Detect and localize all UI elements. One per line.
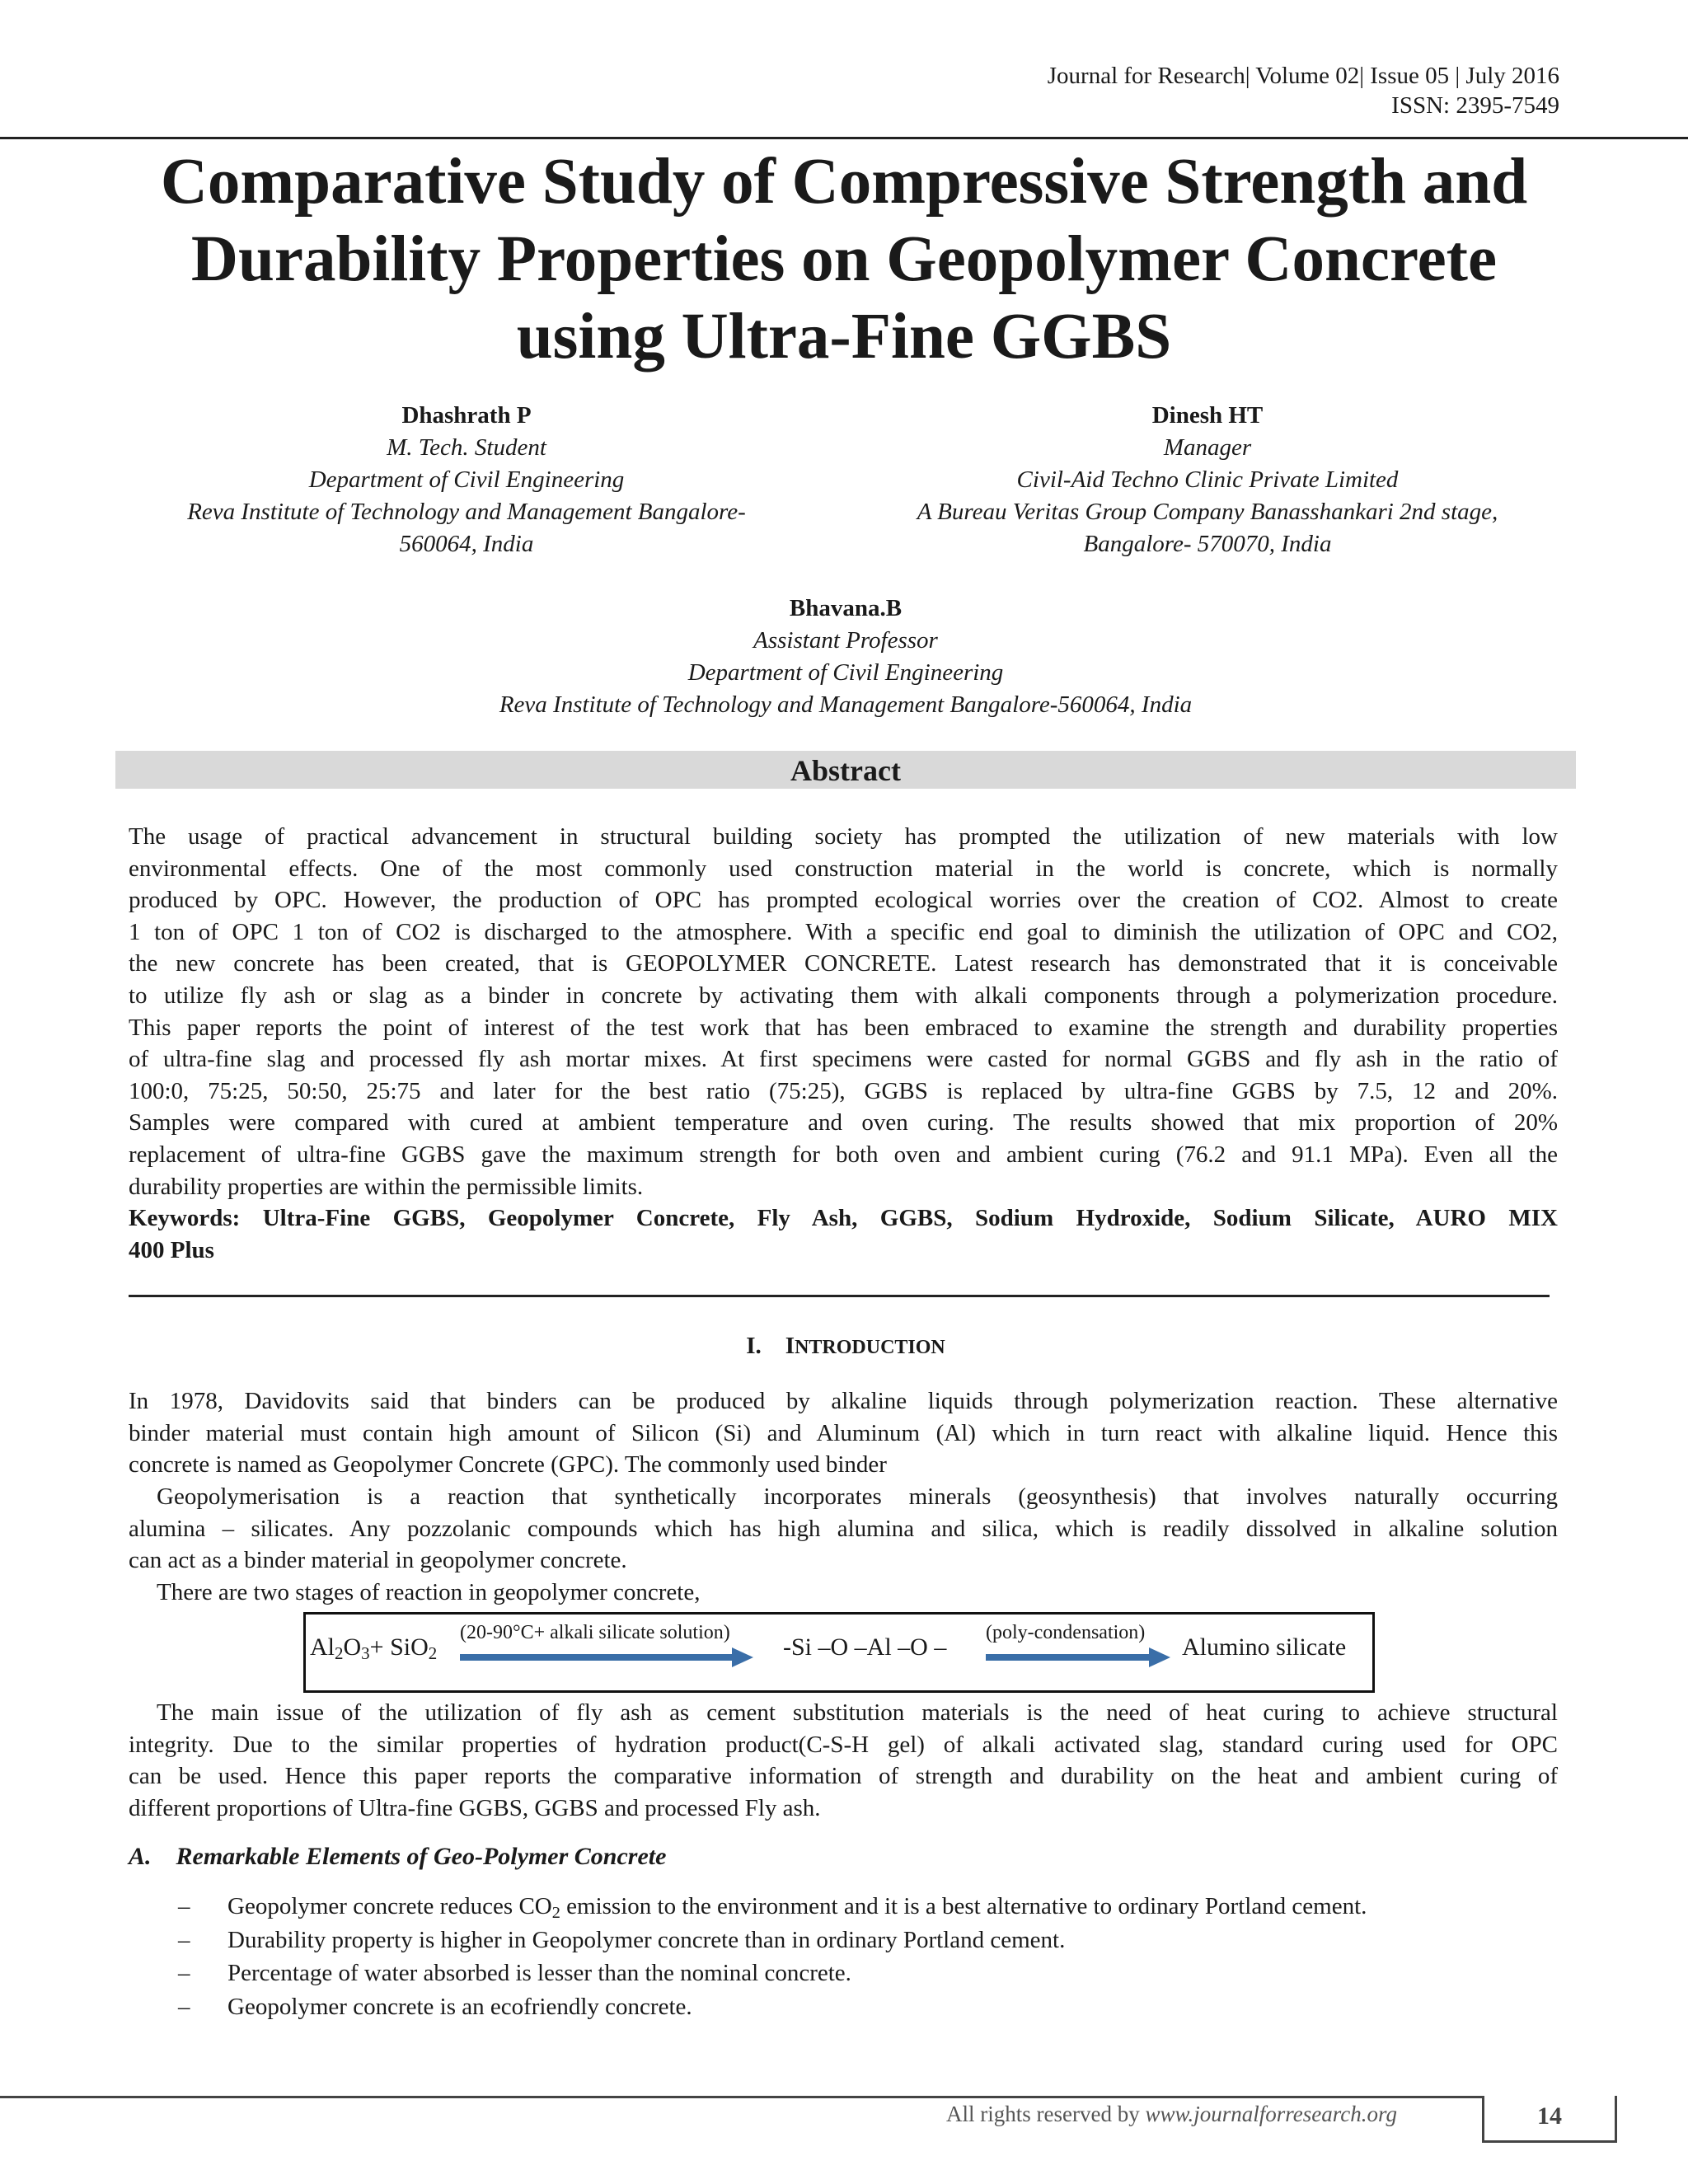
author-affiliation: A Bureau Veritas Group Company Banasshankari 2nd stage, [917,499,1498,525]
list-item-text: Geopolymer concrete reduces CO [227,1893,552,1919]
reaction-arrow-2 [986,1645,1172,1670]
footer-rights-text: All rights reserved by [946,2102,1146,2126]
abstract-line: replacement of ultra-fine GGBS gave the maximum strength for both oven and ambient curing (76.2 and 91.1 MPa). Even all the [129,1141,1558,1168]
equation-reactants [310,1633,437,1661]
section-title-rest: NTRODUCTION [795,1337,945,1358]
reaction-arrow-2-head [1149,1647,1170,1667]
text-line: different proportions of Ultra-fine GGBS, GGBS and processed Fly ash. [129,1794,821,1821]
list-item [178,1890,1367,1924]
abstract-line: environmental effects. One of the most commonly used construction material in the world is concrete, which is normally [129,855,1558,882]
abstract-heading: Abstract [790,754,901,787]
intro-paragraph-3: There are two stages of reaction in geopolymer concrete, [157,1579,701,1605]
eq-al: Al [310,1633,335,1661]
author-name: Dhashrath P [401,402,532,429]
dash-bullet-icon: – [178,1960,190,1986]
journal-issue-line: Journal for Research| Volume 02| Issue 05 | July 2016 [1047,63,1559,89]
section-heading-introduction [115,1330,1576,1363]
eq-o: O [343,1633,362,1661]
list-item [178,1924,1367,1957]
list-item-text: Durability property is higher in Geopolymer concrete than in ordinary Portland cement. [227,1926,1066,1953]
text-line: The main issue of the utilization of fly ash as cement substitution materials is the need of heat curing to achieve structural [157,1699,1558,1726]
title-line-1: Comparative Study of Compressive Strength and [160,146,1528,218]
keywords-cont: 400 Plus [129,1236,214,1263]
text-line: concrete is named as Geopolymer Concrete (GPC). The commonly used binder [129,1451,887,1479]
subsection-title: Remarkable Elements of Geo-Polymer Concrete [176,1843,667,1870]
footer-rights [946,2100,1397,2128]
eq-sub: 3 [361,1643,370,1663]
footer-site-link[interactable]: www.journalforresearch.org [1145,2102,1397,2126]
reaction-arrow-1 [460,1645,755,1670]
intro-paragraph-2 [129,1481,1558,1577]
co2-subscript: 2 [551,1904,560,1922]
abstract-line: the new concrete has been created, that is GEOPOLYMER CONCRETE. Latest research has demonstrated that it is conceivable [129,950,1558,977]
keywords: Keywords: Ultra-Fine GGBS, Geopolymer Concrete, Fly Ash, GGBS, Sodium Hydroxide, Sodium Silicate, AURO MIX [129,1205,1558,1232]
abstract-line: 1 ton of OPC 1 ton of CO2 is discharged to the atmosphere. With a specific end goal to diminish the utilization of OPC and CO2, [129,918,1558,945]
author-dept: Civil-Aid Techno Clinic Private Limited [1016,466,1399,493]
journal-issn: ISSN: 2395-7549 [1391,92,1559,119]
text-line: can act as a binder material in geopolymer concrete. [129,1547,627,1574]
author-affiliation-2: 560064, India [399,531,534,557]
text-line: can be used. Hence this paper reports the comparative information of strength and durability on the heat and ambient curing of [129,1763,1558,1790]
abstract-body [129,821,1558,1266]
author-affiliation: Reva Institute of Technology and Management Bangalore-560064, India [499,691,1193,718]
eq-sub: 2 [335,1643,344,1663]
author-affiliation-2: Bangalore- 570070, India [1083,531,1332,557]
dash-bullet-icon: – [178,1893,190,1919]
author-dept: Department of Civil Engineering [687,659,1004,686]
footer-rule [0,2096,1482,2098]
author-block-3 [115,593,1576,721]
eq-sio: + SiO [369,1633,429,1661]
abstract-line: produced by OPC. However, the production of OPC has prompted ecological worries over the creation of CO2. Almost to create [129,887,1558,914]
eq-sub: 2 [428,1643,438,1663]
page-number: 14 [1537,2102,1562,2130]
text-line: Geopolymerisation is a reaction that synthetically incorporates minerals (geosynthesis) that involves naturally occurring [157,1483,1558,1510]
text-line: alumina – silicates. Any pozzolanic compounds which has high alumina and silica, which is readily dissolved in alkaline solution [129,1515,1558,1542]
equation-product: Alumino silicate [1182,1633,1347,1661]
abstract-line: 100:0, 75:25, 50:50, 25:75 and later for the best ratio (75:25), GGBS is replaced by ultra-fine GGBS by 7.5, 12 and 20%. [129,1077,1558,1104]
title-line-2: Durability Properties on Geopolymer Concrete [190,223,1498,295]
section-title-initial: I [785,1333,795,1359]
subsection-label: A. [129,1843,152,1870]
list-item [178,1957,1367,1990]
list-item-text-cont: emission to the environment and it is a best alternative to ordinary Portland cement. [560,1893,1367,1919]
author-block-2 [857,400,1558,560]
list-item-text: Geopolymer concrete is an ecofriendly concrete. [227,1993,692,2020]
author-affiliation: Reva Institute of Technology and Management Bangalore- [187,499,746,525]
list-item-text: Percentage of water absorbed is lesser than the nominal concrete. [227,1960,851,1986]
author-role: Assistant Professor [753,627,938,654]
intro-paragraph-4 [129,1697,1558,1824]
subsection-heading [129,1841,666,1872]
equation-condition-1: (20-90°C+ alkali silicate solution) [460,1622,730,1643]
reaction-arrow-1-head [732,1647,753,1667]
abstract-line: to utilize fly ash or slag as a binder in concrete by activating them with alkali components through a polymerization procedure. [129,982,1558,1009]
feature-list [178,1890,1367,2023]
author-dept: Department of Civil Engineering [308,466,625,493]
abstract-line: of ultra-fine slag and processed fly ash mortar mixes. At first specimens were casted for normal GGBS and fly ash in the ratio of [129,1046,1558,1073]
abstract-line: Samples were compared with cured at ambient temperature and oven curing. The results showed that mix proportion of 20% [129,1109,1558,1137]
list-item [178,1990,1367,2024]
paper-title [115,143,1573,376]
abstract-line: durability properties are within the permissible limits. [129,1173,644,1200]
title-line-3: using Ultra-Fine GGBS [516,301,1172,373]
journal-header [1048,61,1559,120]
header-rule [0,137,1688,139]
abstract-line: This paper reports the point of interest of the test work that has been embraced to examine the strength and durability properties [129,1014,1558,1041]
text-line: In 1978, Davidovits said that binders can be produced by alkaline liquids through polymerization reaction. These alternative [129,1388,1558,1414]
text-line: binder material must contain high amount of Silicon (Si) and Aluminum (Al) which in turn react with alkaline liquid. Hence this [129,1419,1558,1446]
equation-intermediate: -Si –O –Al –O – [783,1633,947,1661]
author-name: Bhavana.B [789,595,903,621]
dash-bullet-icon: – [178,1993,190,2020]
author-role: M. Tech. Student [387,434,546,461]
equation-condition-2: (poly-condensation) [986,1622,1146,1643]
intro-paragraph-1 [129,1385,1558,1481]
author-block-1 [129,400,804,560]
text-line: integrity. Due to the similar properties of hydration product(C-S-H gel) of alkali activated slag, standard curing used for OPC [129,1731,1558,1758]
section-separator [129,1295,1550,1297]
abstract-line: The usage of practical advancement in structural building society has prompted the utilization of new materials with low [129,823,1558,850]
dash-bullet-icon: – [178,1926,190,1953]
section-number: I. [746,1333,762,1359]
author-name: Dinesh HT [1151,402,1264,429]
author-role: Manager [1163,434,1252,461]
